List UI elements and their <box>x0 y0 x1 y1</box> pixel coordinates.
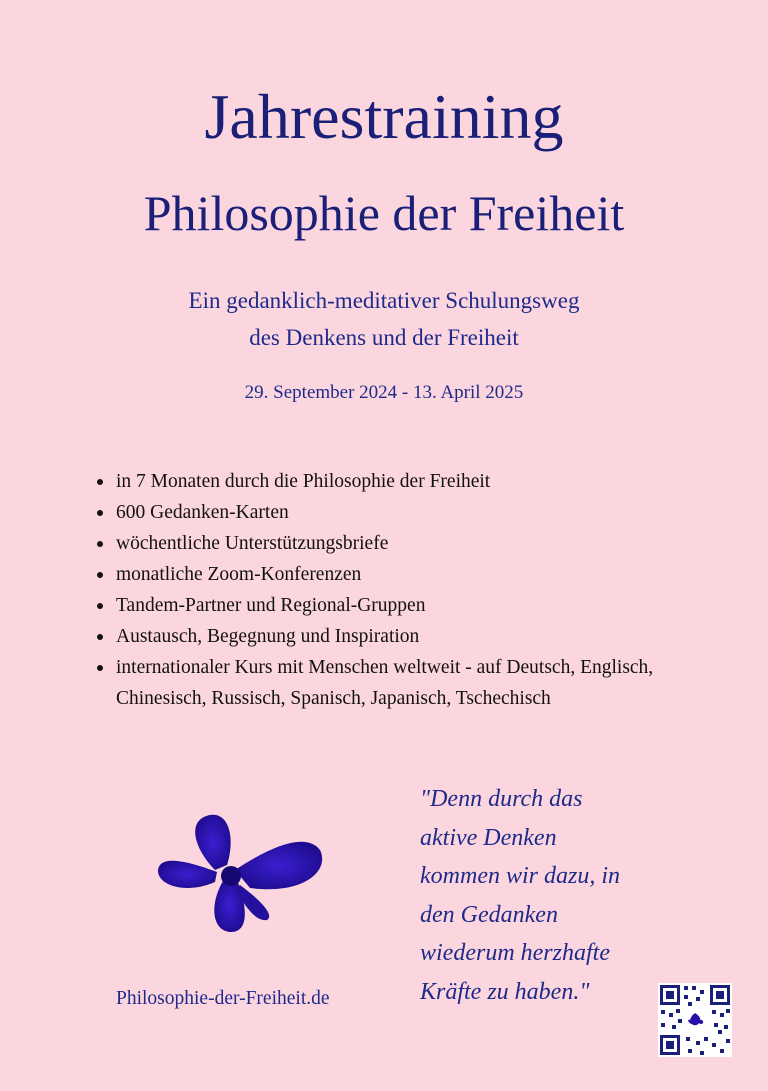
tagline-line: Ein gedanklich-meditativer Schulungsweg <box>188 288 580 313</box>
feature-item: monatliche Zoom-Konferenzen <box>94 559 734 590</box>
feature-item: wöchentliche Unterstützungsbriefe <box>94 528 734 559</box>
tagline <box>0 282 768 356</box>
feature-item: internationaler Kurs mit Menschen weltweit - auf Deutsch, Englisch, Chinesisch, Russisch, Spanisch, Japanisch, Tschechisch <box>94 652 734 714</box>
course-dates: 29. September 2024 - 13. April 2025 <box>244 382 524 403</box>
quote-line: kommen wir dazu, in <box>420 863 620 889</box>
feature-item: in 7 Monaten durch die Philosophie der Freiheit <box>94 466 734 497</box>
poster-title: Jahrestraining <box>204 81 564 152</box>
quote-line: Kräfte zu haben." <box>420 978 590 1005</box>
quote <box>420 780 720 1011</box>
qr-code-icon[interactable] <box>658 983 732 1057</box>
tagline-line: des Denkens und der Freiheit <box>249 325 519 350</box>
website-link[interactable]: Philosophie-der-Freiheit.de <box>116 988 330 1009</box>
feature-list <box>94 466 734 714</box>
violet-flower-icon <box>155 810 330 940</box>
quote-line: aktive Denken <box>420 824 557 851</box>
feature-item: 600 Gedanken-Karten <box>94 497 734 528</box>
feature-item: Tandem-Partner und Regional-Gruppen <box>94 590 734 621</box>
feature-item: Austausch, Begegnung und Inspiration <box>94 621 734 652</box>
poster-subtitle: Philosophie der Freiheit <box>143 185 625 241</box>
quote-line: wiederum herzhafte <box>420 940 610 966</box>
quote-line: den Gedanken <box>420 901 558 928</box>
quote-line: "Denn durch das <box>420 786 583 812</box>
